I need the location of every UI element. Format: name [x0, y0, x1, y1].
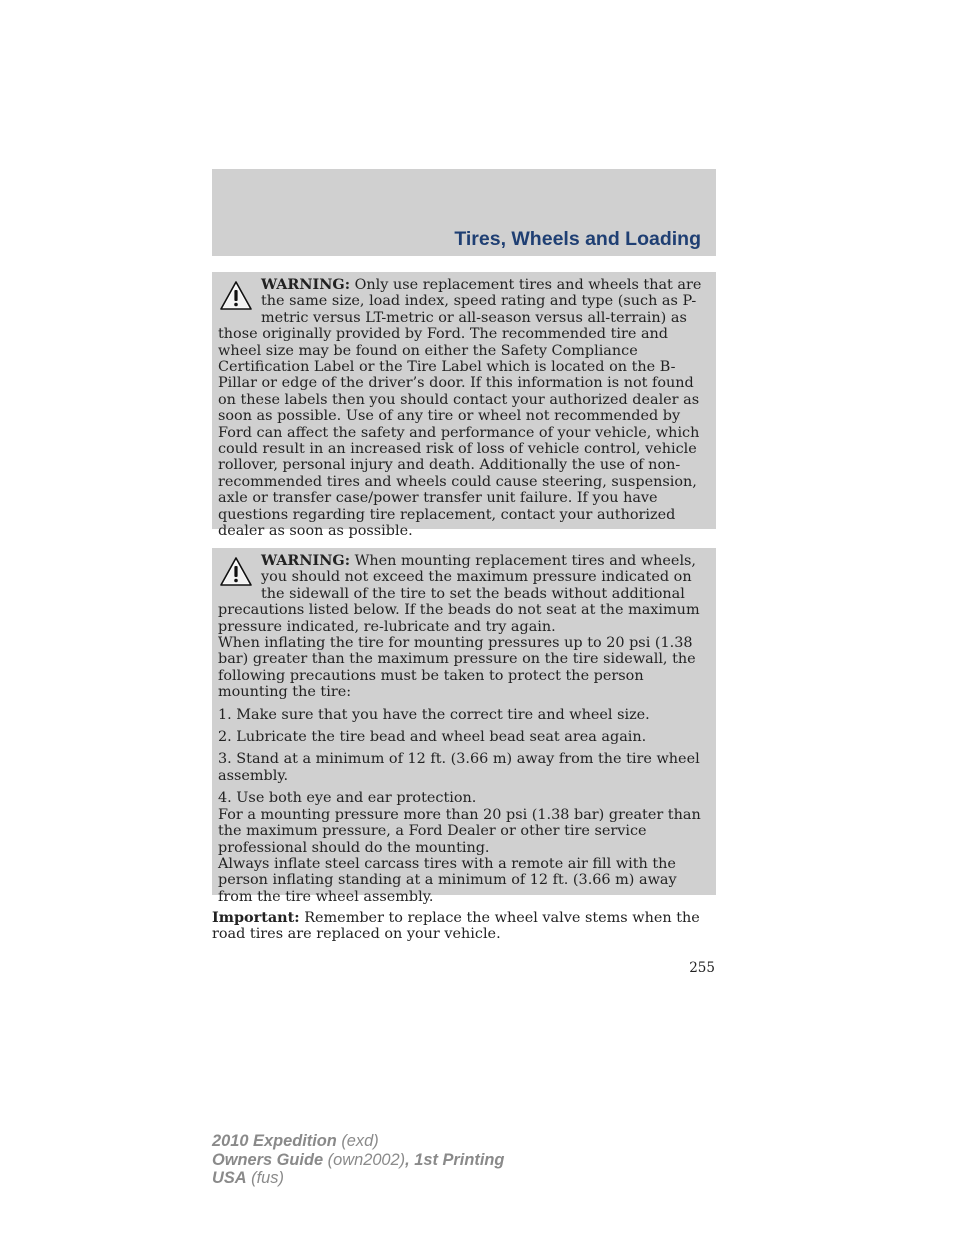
important-note	[212, 910, 716, 943]
warning-box-replacement-tires	[212, 272, 716, 540]
warning-paragraph	[218, 553, 710, 635]
footer-line-1	[212, 1132, 504, 1151]
dealer-mounting-paragraph: For a mounting pressure more than 20 psi (1.38 bar) greater than the maximum pressure, a Ford Dealer or other tire service professional should do the mounting.	[218, 806, 701, 856]
section-title: Tires, Wheels and Loading	[454, 228, 701, 250]
warning-text: When mounting replacement tires and wheels, you should not exceed the maximum pressure indicated on the sidewall of the tire to set the beads without additional precautions listed below. If the beads do not seat at the maximum pressure indicated, re-lubricate and try again.	[218, 553, 700, 635]
precaution-step-1: 1. Make sure that you have the correct tire and wheel size.	[218, 706, 650, 723]
important-label: Important:	[212, 909, 300, 926]
warning-box-mounting-tires	[212, 548, 716, 905]
footer-guide-code: (own2002)	[323, 1150, 406, 1169]
steel-carcass-paragraph: Always inflate steel carcass tires with a remote air fill with the person inflating standing at a minimum of 12 ft. (3.66 m) away from the tire wheel assembly.	[218, 855, 677, 905]
precaution-step-3: 3. Stand at a minimum of 12 ft. (3.66 m) away from the tire wheel assembly.	[218, 751, 700, 784]
important-text: Remember to replace the wheel valve stems when the road tires are replaced on your vehicle.	[212, 910, 700, 943]
section-header	[212, 169, 716, 256]
warning-triangle-icon	[219, 555, 253, 589]
footer-line-2	[212, 1151, 504, 1170]
footer-model-code: (exd)	[336, 1132, 379, 1150]
footer-region-code: (fus)	[246, 1169, 284, 1187]
precaution-step-2: 2. Lubricate the tire bead and wheel bead seat area again.	[218, 729, 647, 746]
inflation-precautions-paragraph: When inflating the tire for mounting pressures up to 20 psi (1.38 bar) greater than the maximum pressure on the tire sidewall, the following precautions must be taken to protect the person mounting the tire:	[218, 635, 696, 701]
warning-label: WARNING:	[261, 276, 351, 293]
footer-printing: , 1st Printing	[405, 1150, 505, 1169]
footer-region: USA	[212, 1169, 247, 1187]
warning-text: Only use replacement tires and wheels that are the same size, load index, speed rating and type (such as P-metric versus LT-metric or all-season versus all-terrain) as those originally provided by Ford. The recommended tire and wheel size may be found on either the Safety Compliance Certification Label or the Tire Label which is located on the B-Pillar or edge of the driver’s door. If this information is not found on these labels then you should contact your authorized dealer as soon as possible. Use of any tire or wheel not recommended by Ford can affect the safety and performance of your vehicle, which could result in an increased risk of loss of vehicle control, vehicle rollover, personal injury and death. Additionally the use of non-recommended tires and wheels could cause steering, suspension, axle or transfer case/power transfer unit failure. If you have questions regarding tire replacement, contact your authorized dealer as soon as possible.	[218, 277, 702, 540]
warning-triangle-icon	[219, 279, 253, 313]
page-number: 255	[689, 960, 715, 976]
document-footer	[212, 1132, 504, 1188]
footer-model: 2010 Expedition	[212, 1132, 337, 1150]
footer-guide: Owners Guide	[212, 1150, 324, 1169]
warning-label: WARNING:	[261, 552, 351, 569]
warning-paragraph	[218, 277, 710, 540]
precaution-step-4: 4. Use both eye and ear protection.	[218, 790, 477, 807]
footer-line-3	[212, 1169, 504, 1188]
